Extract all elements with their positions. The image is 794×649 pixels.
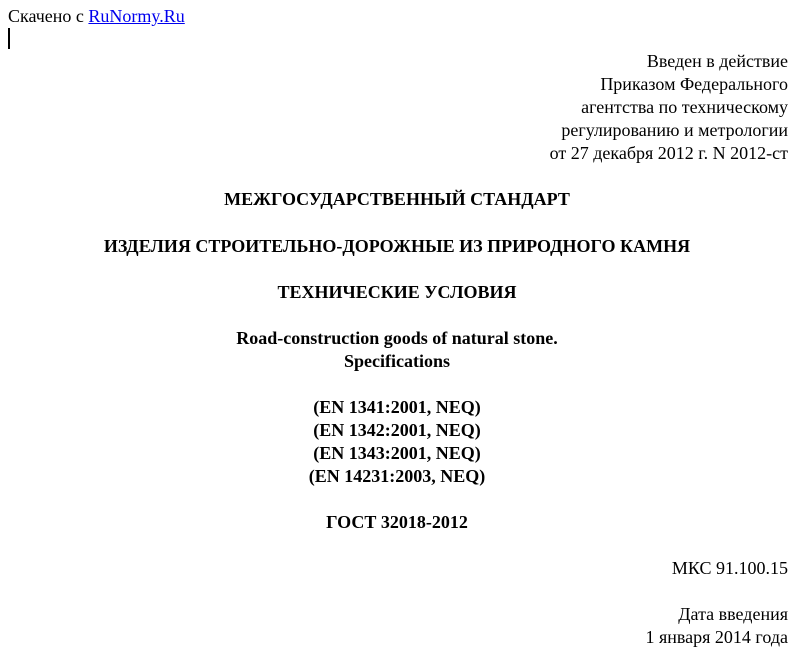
approval-line: агентства по техническому: [581, 97, 788, 117]
document-subtitle-ru: ТЕХНИЧЕСКИЕ УСЛОВИЯ: [277, 282, 517, 302]
standard-reference: (EN 1341:2001, NEQ): [313, 397, 481, 417]
mks-code: МКС 91.100.15: [671, 558, 788, 578]
document-title-en-line1: Road-construction goods of natural stone.: [236, 328, 558, 348]
document-title-en-line2: Specifications: [344, 351, 450, 371]
approval-line: регулированию и метрологии: [561, 120, 788, 140]
standard-reference: (EN 1343:2001, NEQ): [313, 443, 481, 463]
text-cursor: [8, 28, 10, 49]
introduction-label: Дата введения: [678, 604, 788, 624]
download-prefix: Скачено с: [8, 6, 84, 26]
approval-block: [368, 50, 788, 165]
standard-reference: (EN 1342:2001, NEQ): [313, 420, 481, 440]
source-site-link[interactable]: RuNormy.Ru: [88, 6, 185, 26]
gost-number: ГОСТ 32018-2012: [326, 512, 468, 532]
introduction-date: 1 января 2014 года: [645, 627, 788, 647]
document-title-ru: ИЗДЕЛИЯ СТРОИТЕЛЬНО-ДОРОЖНЫЕ ИЗ ПРИРОДНОГО КАМНЯ: [103, 236, 691, 256]
approval-line: Введен в действие: [646, 51, 788, 71]
standard-type-heading: МЕЖГОСУДАРСТВЕННЫЙ СТАНДАРТ: [224, 189, 570, 209]
standard-reference: (EN 14231:2003, NEQ): [308, 466, 486, 486]
approval-line: Приказом Федерального: [600, 74, 788, 94]
download-source-line: [8, 5, 185, 28]
approval-line: от 27 декабря 2012 г. N 2012-ст: [549, 143, 788, 163]
